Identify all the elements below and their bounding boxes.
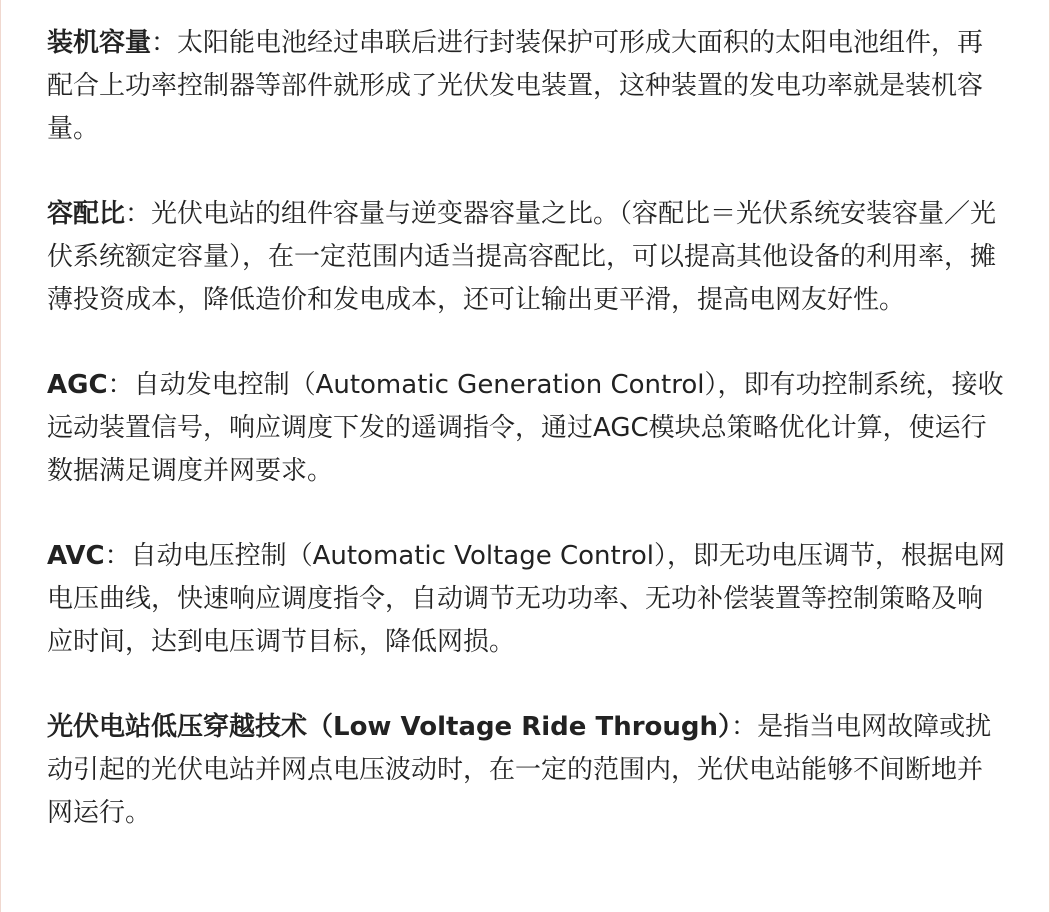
article-body [47, 22, 1007, 877]
paragraph-lvrt [47, 706, 1007, 835]
term-separator: ： [104, 541, 131, 571]
paragraph-agc [47, 364, 1007, 493]
paragraph-avc [47, 535, 1007, 664]
term-separator: ： [151, 28, 178, 58]
definition-avc: 自动电压控制（Automatic Voltage Control），即无功电压调节，根据电网电压曲线，快速响应调度指令，自动调节无功功率、无功补偿装置等控制策略及响应时间，达到电压调节目标，降低网损。 [47, 541, 1005, 657]
term-separator: ： [107, 370, 134, 400]
term-agc: AGC [47, 370, 108, 400]
term-lvrt: 光伏电站低压穿越技术（Low Voltage Ride Through） [47, 712, 732, 742]
definition-installed-capacity: 太阳能电池经过串联后进行封装保护可形成大面积的太阳电池组件，再配合上功率控制器等部件就形成了光伏发电装置，这种装置的发电功率就是装机容量。 [47, 28, 984, 144]
paragraph-installed-capacity [47, 22, 1007, 151]
definition-agc: 自动发电控制（Automatic Generation Control），即有功控制系统，接收远动装置信号，响应调度下发的遥调指令，通过AGC模块总策略优化计算，使运行数据满足调度并网要求。 [47, 370, 1004, 486]
term-separator: ： [125, 199, 152, 229]
term-capacity-ratio: 容配比 [47, 199, 126, 229]
paragraph-capacity-ratio [47, 193, 1007, 322]
definition-capacity-ratio: 光伏电站的组件容量与逆变器容量之比。（容配比＝光伏系统安装容量／光伏系统额定容量），在一定范围内适当提高容配比，可以提高其他设备的利用率，摊薄投资成本，降低造价和发电成本，还可让输出更平滑，提高电网友好性。 [47, 199, 997, 315]
definition-lvrt: 是指当电网故障或扰动引起的光伏电站并网点电压波动时，在一定的范围内，光伏电站能够不间断地并网运行。 [47, 712, 992, 828]
term-separator: ： [731, 712, 758, 742]
term-avc: AVC [47, 541, 105, 571]
term-installed-capacity: 装机容量 [47, 28, 152, 58]
